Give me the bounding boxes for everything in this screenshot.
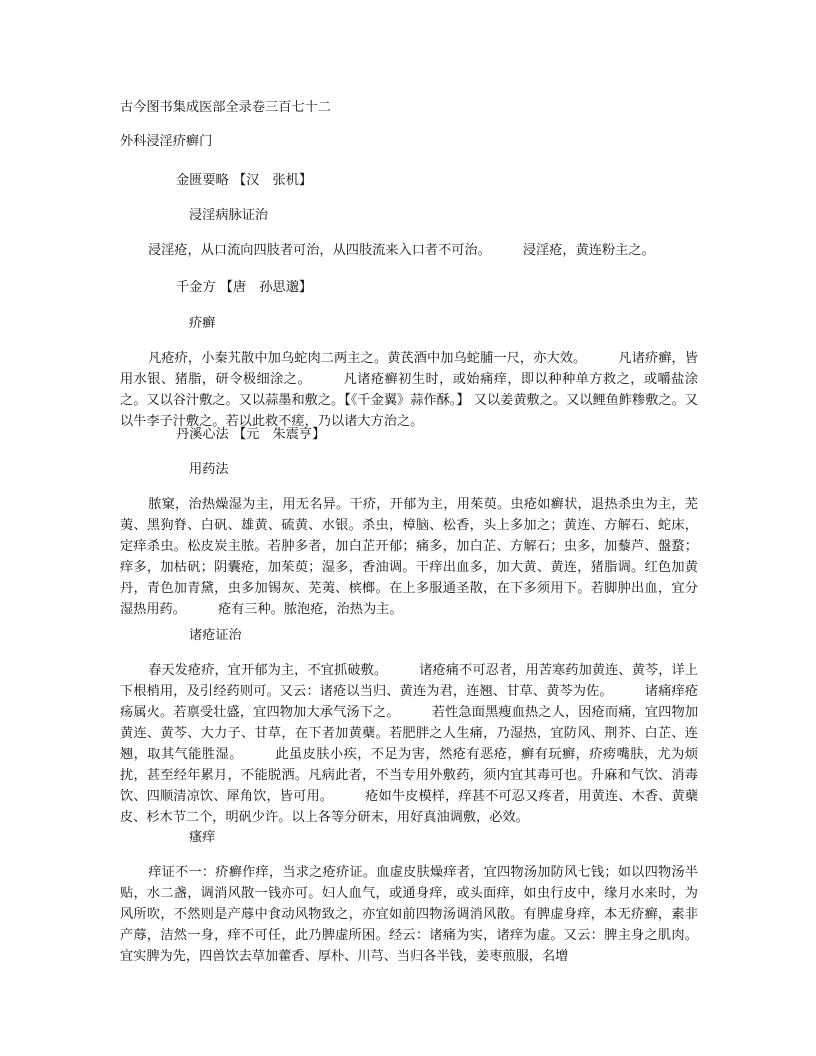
text-segment: 痒证不一：疥癣作痒，当求之疮疥证。血虚皮肤燥痒者，宜四物汤加防风七钱；如以四物汤半贴，水二盏，调消风散一钱亦可。妇人血气，或通身痒，或头面痒，如虫行皮中，缘月水来时，为风所吹，不然则是产蓐中食动风物致之，亦宜如前四物汤调消风散。有脾虚身痒，本无疥癣，素非产蓐，洁然一身，痒不可任，此乃脾虚所困。经云：诸痛为实，诸痒为虚。又云：脾主身之肌肉。宜实脾为先，四兽饮去草加藿香、厚朴、川芎、当归各半钱，姜枣煎服，名增: [120, 865, 698, 964]
text-segment: 凡疮疥，小秦艽散中加乌蛇肉二两主之。黄芪酒中加乌蛇脯一尺，亦大效。: [148, 351, 587, 366]
text-segment: 脓窠，治热燥湿为主，用无名异。干疥，开郁为主，用茱萸。虫疮如癣状，退热杀虫为主，芜荑、黑狗脊、白矾、雄黄、硫黄、水银。杀虫，樟脑、松香，头上多加之；黄连、方解石、蛇床，定痒杀虫。松皮炭主脓。若肿多者，加白芷开郁；痛多，加白芷、方解石；虫多，加藜芦、盤蝥；痒多，加枯矾；阴囊疮，加茱萸；湿多，香油调。干痒出血多，加大黄、黄连，猪脂调。红色加黄丹，青色加青黛，虫多加锡灰、芜荑、槟榔。在上多服通圣散，在下多须用下。若脚肿出血，宜分湿热用药。: [120, 497, 698, 617]
chapter-title: 外科浸淫疥癣门: [120, 134, 213, 149]
text-segment: 浸淫疮，从口流向四肢者可治，从四肢流来入口者不可治。: [148, 243, 491, 258]
text-segment: 凡诸疮癣初生时，或始痛痒，即以种种单方救之，或嚼盐涂之。又以谷汁敷之。又以蒜墨和敷之。【《千金翼》蒜作酥。】 又以姜黄敷之。又以鲤鱼鲊糁敷之。又以牛李子汁敷之。若以此救不瘥，乃以诸大方治之。: [120, 372, 699, 429]
heading-zhuchuang: 诸疮证治: [189, 628, 242, 643]
paragraph-yongyao: [120, 494, 698, 620]
heading-jinyin: 浸淫病脉证治: [189, 208, 269, 223]
text-segment: 春天发疮疥，宜开郁为主，不宜抓破敷。: [148, 663, 388, 678]
paragraph-saoyang: [120, 862, 698, 967]
text-segment: 凡诸疥癣，皆用水银、猪脂，研令极细涂之。: [120, 351, 699, 387]
text-segment: 此虽皮肤小疾，不足为害，然疮有恶疮，癣有玩癣，疥痨嘴肤，尤为烦扰，甚至经年累月，不能脱洒。凡病此者，不当专用外敷药，须内宜其毒可也。升麻和气饮、消毒饮、四顺清凉饮、犀角饮，皆可用。: [120, 747, 699, 804]
text-segment: 诸疮痛不可忍者，用苦寒药加黄连、黄芩，详上下根梢用，及引经药则可。又云：诸疮以当归、黄连为君，连翘、甘草、黄芩为佐。: [120, 663, 698, 699]
paragraph-jinyin: [120, 240, 698, 261]
text-segment: 浸淫疮，黄连粉主之。: [522, 243, 655, 258]
text-segment: 疮有三种。脓泡疮，治热为主。: [217, 602, 403, 617]
book-title: 古今图书集成医部全录卷三百七十二: [120, 100, 331, 115]
source-danxi: 丹溪心法 【元 朱震亨】: [176, 427, 326, 442]
source-qianjin: 千金方 【唐 孙思邈】: [176, 280, 313, 295]
text-segment: 疮如牛皮模样，痒甚不可忍又疼者，用黄连、木香、黄蘗皮、杉木节二个，明矾少许。以上各等分研末，用好真油调敷，必效。: [120, 789, 699, 825]
source-jingui: 金匮要略 【汉 张机】: [176, 173, 313, 188]
paragraph-zhuchuang: [120, 660, 698, 828]
text-segment: 若性急面黑瘦血热之人，因疮而痛，宜四物加黄连、黄芩、大力子、甘草，在下者加黄蘗。若肥胖之人生痛，乃湿热，宜防风、荆芥、白芷、连翘，取其气能胜湿。: [120, 705, 699, 762]
text-segment: 诸痛痒疮疡属火。若禀受壮盛，宜四物加大承气汤下之。: [120, 684, 699, 720]
heading-yongyao: 用药法: [189, 462, 229, 477]
paragraph-jiexuan: [120, 348, 698, 432]
heading-jiexuan: 疥癣: [189, 316, 216, 331]
heading-saoyang: 瘙痒: [189, 830, 216, 845]
